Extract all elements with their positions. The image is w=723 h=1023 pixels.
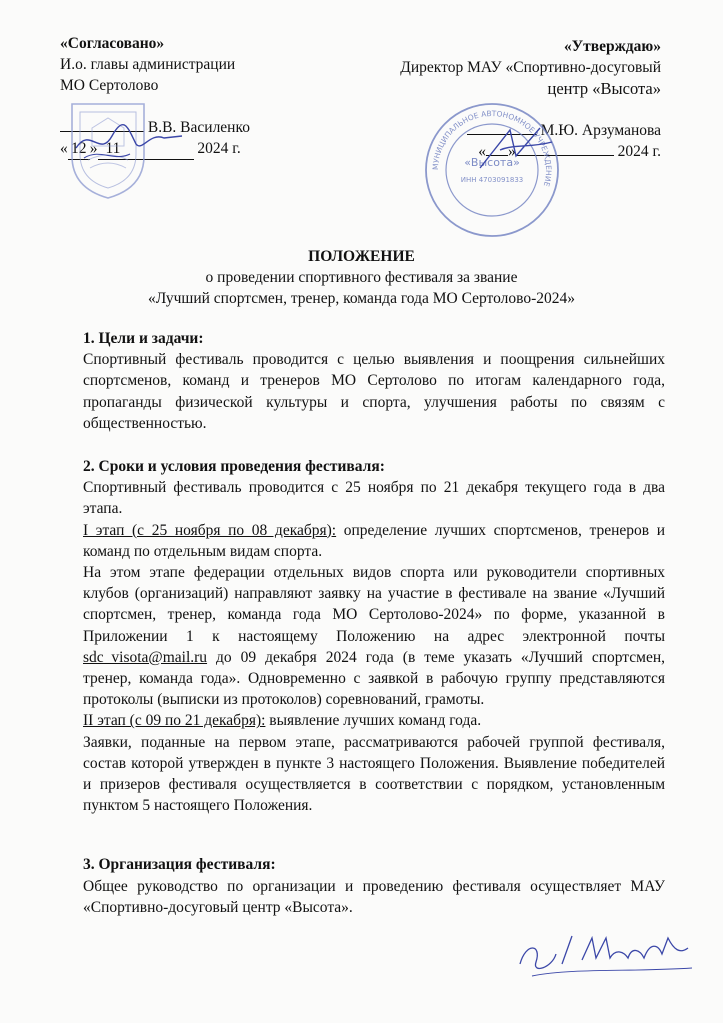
stage-2-text: выявление лучших команд года. xyxy=(265,712,482,730)
date-open-quote: « xyxy=(478,143,487,160)
signature-left xyxy=(70,118,190,168)
date-year: 2024 г. xyxy=(617,143,661,160)
date-month: 11 xyxy=(98,138,194,160)
section-2-intro: Спортивный фестиваль проводится с 25 ноября по 21 декабря текущего года в два этапа. xyxy=(83,479,665,518)
document-title xyxy=(60,246,663,309)
stage-2-label: II этап (с 09 по 21 декабря): xyxy=(83,712,266,730)
section-3-heading: 3. Организация фестиваля: xyxy=(83,856,276,874)
email-link[interactable]: sdc_visota@mail.ru xyxy=(83,648,208,666)
section-2-stage-1 xyxy=(83,520,665,562)
stamp-inn-text: ИНН 4703091833 xyxy=(460,176,524,184)
date-close-quote: » xyxy=(89,140,98,157)
section-2-application-paragraph xyxy=(83,562,665,710)
signature-right xyxy=(470,120,560,180)
title-line-2: о проведении спортивного фестиваля за звание xyxy=(205,269,518,286)
stamp-ring-text: МУНИЦИПАЛЬНОЕ АВТОНОМНОЕ УЧРЕЖДЕНИЕ xyxy=(430,108,554,188)
approval-right-position-2: центр «Высота» xyxy=(547,79,661,98)
stage-1-text: определение лучших спортсменов, тренеров и команд по отдельным видам спорта. xyxy=(83,521,666,560)
approval-left-signer: В.В. Василенко xyxy=(147,119,250,136)
approval-right-heading: «Утверждаю» xyxy=(563,38,661,55)
title-line-3: «Лучший спортсмен, тренер, команда года МО Сертолово-2024» xyxy=(147,290,576,307)
date-close-quote: » xyxy=(508,143,516,160)
approval-left-position-1: И.о. главы администрации xyxy=(60,56,236,73)
date-year: 2024 г. xyxy=(197,140,241,157)
section-1-text: Спортивный фестиваль проводится с целью выявления и поощрения сильнейших спортсменов, команд и тренеров МО Сертолово по итогам календарного года, пропаганды физической культуры и спорта, улучшения работы по связям с общественностью. xyxy=(83,351,665,432)
approval-left-position-2: МО Сертолово xyxy=(60,77,159,94)
stage-1-label: I этап (с 25 ноября по 08 декабря): xyxy=(83,521,337,539)
date-open-quote: « xyxy=(60,140,68,157)
section-2-heading: 2. Сроки и условия проведения фестиваля: xyxy=(83,458,385,476)
approval-left-heading: «Согласовано» xyxy=(60,35,165,52)
application-text-before-email: На этом этапе федерации отдельных видов спорта или руководители спортивных клубов (организаций) направляют заявку на участие в фестивале на звание «Лучший спортсмен, тренер, команда года МО Сертолово-2024» по форме, указанной в Приложении 1 к настоящему Положению на адрес электронной почты xyxy=(83,564,665,645)
approval-right-position-1: Директор МАУ «Спортивно-досуговый xyxy=(400,59,661,76)
section-3-text: Общее руководство по организации и проведению фестиваля осуществляет МАУ «Спортивно-досуговый центр «Высота». xyxy=(83,877,665,916)
application-text-after-email: до 09 декабря 2024 года (в теме указать «Лучший спортсмен, тренер, команда года». Одновременно с заявкой в рабочую группу представляются протоколы (выписки из протоколов) соревнований, грамоты. xyxy=(83,648,665,709)
approval-right-signer: М.Ю. Арзуманова xyxy=(540,122,661,139)
section-1-heading: 1. Цели и задачи: xyxy=(83,330,204,347)
signature-bottom-initials xyxy=(512,924,702,986)
section-2-stage-2 xyxy=(83,710,665,731)
section-2-final: Заявки, поданные на первом этапе, рассматриваются рабочей группой фестиваля, состав которой утвержден в пункте 3 настоящего Положения. Выявление победителей и призеров фестиваля осуществляется в соответствии с порядком, установленным пунктом 5 настоящего Положения. xyxy=(83,733,665,815)
date-day: 12 xyxy=(68,138,90,160)
title-heading: ПОЛОЖЕНИЕ xyxy=(308,248,415,265)
document-body xyxy=(83,328,665,918)
stamp-center-text: «Высота» xyxy=(464,156,520,169)
